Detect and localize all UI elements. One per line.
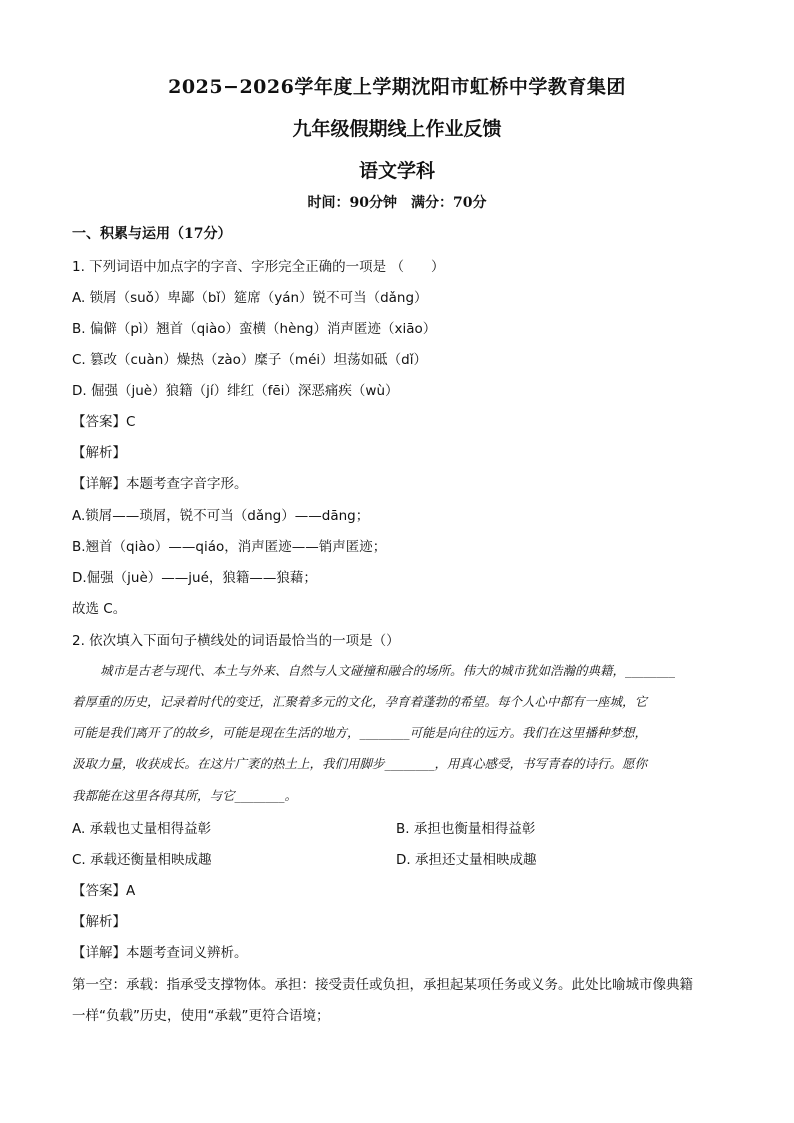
answer-value: C xyxy=(126,414,136,430)
passage-line: 汲取力量，收获成长。在这片广袤的热土上，我们用脚步________，用真心感受，书写青春的诗行。愿你 xyxy=(72,756,648,771)
question-1-detail-line: B.翘首（qiào）——qiáo，消声匿迹——销声匿迹； xyxy=(72,539,387,555)
answer-tag: 【答案】 xyxy=(72,883,126,899)
detail-tag: 【详解】 xyxy=(72,476,126,492)
question-1-analysis-tag: 【解析】 xyxy=(72,445,126,461)
question-1-option-b: B. 偏僻（pì）翘首（qiào）蛮横（hèng）消声匿迹（xiāo） xyxy=(72,321,437,337)
question-1-option-a: A. 锁屑（suǒ）卑鄙（bǐ）筵席（yán）锐不可当（dǎng） xyxy=(72,290,428,306)
section-heading: 一、积累与运用（17分） xyxy=(72,226,232,242)
passage-line: 可能是我们离开了的故乡，可能是现在生活的地方，________可能是向往的远方。我们在这里播种梦想， xyxy=(72,725,648,740)
question-1-detail xyxy=(72,472,248,492)
question-2-option-d: D. 承担还丈量相映成趣 xyxy=(396,852,537,868)
detail-text: 本题考查字音字形。 xyxy=(126,476,248,492)
question-1-conclusion: 故选 C。 xyxy=(72,601,127,617)
question-2-explain-line: 第一空：承载：指承受支撑物体。承担：接受责任或负担，承担起某项任务或义务。此处比喻城市像典籍 xyxy=(72,977,693,993)
question-1-answer xyxy=(72,410,135,430)
passage-line: 着厚重的历史，记录着时代的变迁，汇聚着多元的文化，孕育着蓬勃的希望。每个人心中都有一座城，它 xyxy=(72,694,648,709)
passage-line: 我都能在这里各得其所，与它________。 xyxy=(72,788,298,803)
question-1-stem: 1. 下列词语中加点字的字音、字形完全正确的一项是 （ ） xyxy=(72,259,445,275)
document-subtitle: 九年级假期线上作业反馈 xyxy=(292,118,502,140)
question-2-option-a: A. 承载也丈量相得益彰 xyxy=(72,821,212,837)
question-2-option-b: B. 承担也衡量相得益彰 xyxy=(396,821,536,837)
answer-value: A xyxy=(126,883,136,899)
subject-title: 语文学科 xyxy=(358,160,435,182)
question-2-answer xyxy=(72,879,135,899)
answer-tag: 【答案】 xyxy=(72,414,126,430)
question-1-detail-line: A.锁屑——琐屑，锐不可当（dǎng）——dāng； xyxy=(72,508,370,524)
question-1-option-c: C. 篡改（cuàn）燥热（zào）糜子（méi）坦荡如砥（dǐ） xyxy=(72,352,427,368)
document-title: 2025−2026学年度上学期沈阳市虹桥中学教育集团 xyxy=(168,76,626,98)
question-1-option-d: D. 倔强（juè）狼籍（jí）绯红（fēi）深恶痛疾（wù） xyxy=(72,383,399,399)
question-2-explain-line: 一样“负载”历史，使用“承载”更符合语境； xyxy=(72,1008,330,1024)
passage-line: 城市是古老与现代、本土与外来、自然与人文碰撞和融合的场所。伟大的城市犹如浩瀚的典籍，________ xyxy=(100,663,676,678)
question-2-option-c: C. 承载还衡量相映成趣 xyxy=(72,852,212,868)
question-2-stem: 2. 依次填入下面句子横线处的词语最恰当的一项是（） xyxy=(72,633,400,649)
question-2-detail xyxy=(72,941,248,961)
question-1-detail-line: D.倔强（juè）——jué，狼籍——狼藉； xyxy=(72,570,317,586)
detail-text: 本题考查词义辨析。 xyxy=(126,945,248,961)
time-score-info: 时间：90分钟 满分：70分 xyxy=(307,195,487,211)
detail-tag: 【详解】 xyxy=(72,945,126,961)
question-2-analysis-tag: 【解析】 xyxy=(72,914,126,930)
